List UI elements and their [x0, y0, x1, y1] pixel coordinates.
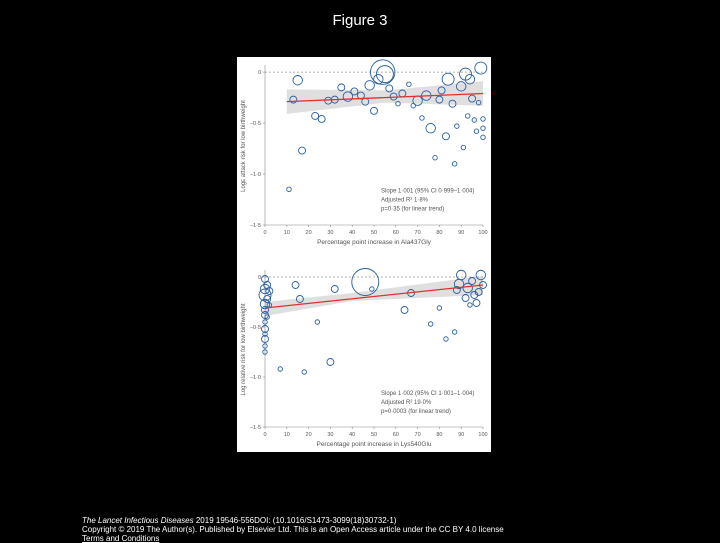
y-axis-label: Log relative risk for low birthweight — [241, 303, 247, 396]
data-point — [287, 187, 292, 192]
data-point — [428, 322, 433, 327]
regression-annotation: Adjusted R² 19·0% — [381, 400, 432, 406]
figure-panel — [237, 57, 491, 452]
y-tick-label: −1·5 — [249, 223, 261, 229]
x-tick-label: 40 — [349, 230, 356, 236]
regression-annotation: Slope 1·001 (95% CI 0·999–1·004) — [381, 188, 475, 195]
y-tick-label: −1·0 — [249, 375, 261, 381]
y-tick-label: −0·5 — [249, 325, 261, 331]
scatter-plot-ala437gly — [237, 57, 491, 255]
x-tick-label: 0 — [263, 432, 267, 438]
data-point — [442, 73, 454, 85]
data-point — [481, 126, 486, 130]
x-tick-label: 50 — [370, 432, 378, 438]
x-axis-label: Percentage point increase in Lys540Glu — [316, 441, 432, 448]
data-point — [318, 115, 325, 122]
data-point — [331, 286, 338, 293]
scatter-plot-lys540glu — [237, 257, 491, 452]
x-axis-label: Percentage point increase in Ala437Gly — [317, 239, 431, 246]
x-tick-label: 50 — [370, 230, 378, 236]
data-point — [292, 282, 299, 289]
x-tick-label: 20 — [305, 432, 312, 438]
citation-journal: The Lancet Infectious Diseases — [82, 516, 194, 525]
x-tick-label: 100 — [478, 230, 488, 236]
x-tick-label: 90 — [458, 432, 465, 438]
x-tick-label: 90 — [458, 230, 465, 236]
x-tick-label: 60 — [392, 432, 399, 438]
x-tick-label: 60 — [392, 230, 399, 236]
data-point — [481, 117, 486, 122]
x-tick-label: 70 — [414, 432, 421, 438]
data-point — [461, 145, 466, 150]
data-point — [473, 300, 480, 307]
x-tick-label: 20 — [305, 230, 312, 236]
data-point — [444, 337, 449, 342]
x-tick-label: 30 — [327, 432, 334, 438]
x-tick-label: 0 — [263, 230, 267, 236]
data-point — [426, 123, 436, 132]
regression-annotation: Adjusted R² 1·8% — [381, 197, 429, 204]
y-axis-label: Logᴇ attack risk for low birthweight — [241, 100, 247, 192]
x-tick-label: 40 — [349, 432, 356, 438]
y-tick-label: −1·0 — [249, 172, 261, 179]
data-point — [371, 107, 378, 114]
data-point — [472, 118, 477, 123]
data-point — [475, 62, 487, 74]
x-tick-label: 30 — [327, 230, 334, 236]
data-point — [407, 82, 412, 87]
x-tick-label: 10 — [283, 230, 290, 236]
x-tick-label: 100 — [478, 432, 488, 438]
data-point — [338, 84, 345, 91]
data-point — [474, 129, 479, 134]
data-point — [442, 133, 449, 140]
data-point — [456, 270, 466, 280]
data-point — [420, 116, 425, 121]
data-point — [455, 124, 460, 129]
data-point — [327, 359, 334, 366]
data-point — [465, 114, 470, 119]
data-point — [437, 306, 442, 311]
regression-annotation: p=0·35 (for linear trend) — [381, 206, 445, 213]
terms-link[interactable]: Terms and Conditions — [82, 534, 160, 543]
data-point — [278, 367, 283, 372]
data-point — [452, 330, 457, 335]
y-tick-label: 0 — [257, 275, 261, 281]
data-point — [365, 81, 375, 91]
data-point — [302, 370, 307, 375]
data-point — [481, 135, 486, 140]
data-point — [312, 112, 319, 119]
data-point — [315, 320, 320, 325]
data-point — [293, 76, 303, 86]
x-tick-label: 70 — [414, 230, 421, 236]
x-tick-label: 80 — [436, 432, 443, 438]
data-point — [433, 155, 438, 160]
citation — [82, 516, 512, 543]
y-tick-label: −1·5 — [249, 425, 261, 431]
data-point — [401, 307, 408, 314]
data-point — [299, 147, 306, 154]
data-point — [452, 162, 457, 167]
data-point — [468, 303, 473, 308]
x-tick-label: 10 — [283, 432, 290, 438]
y-tick-label: 0 — [257, 70, 261, 77]
regression-annotation: p=0·0003 (for linear trend) — [381, 409, 451, 415]
citation-details: 2019 19546-556DOI: (10.1016/S1473-3099(18)30732-1) — [193, 516, 397, 525]
citation-copyright: Copyright © 2019 The Author(s). Published by Elsevier Ltd. This is an Open Access article under the CC BY 4.0 license — [82, 525, 504, 534]
regression-annotation: Slope 1·002 (95% CI 1·001–1·004) — [381, 391, 475, 397]
y-tick-label: −0·5 — [249, 121, 261, 128]
x-tick-label: 80 — [436, 230, 443, 236]
slide-title: Figure 3 — [332, 12, 388, 29]
